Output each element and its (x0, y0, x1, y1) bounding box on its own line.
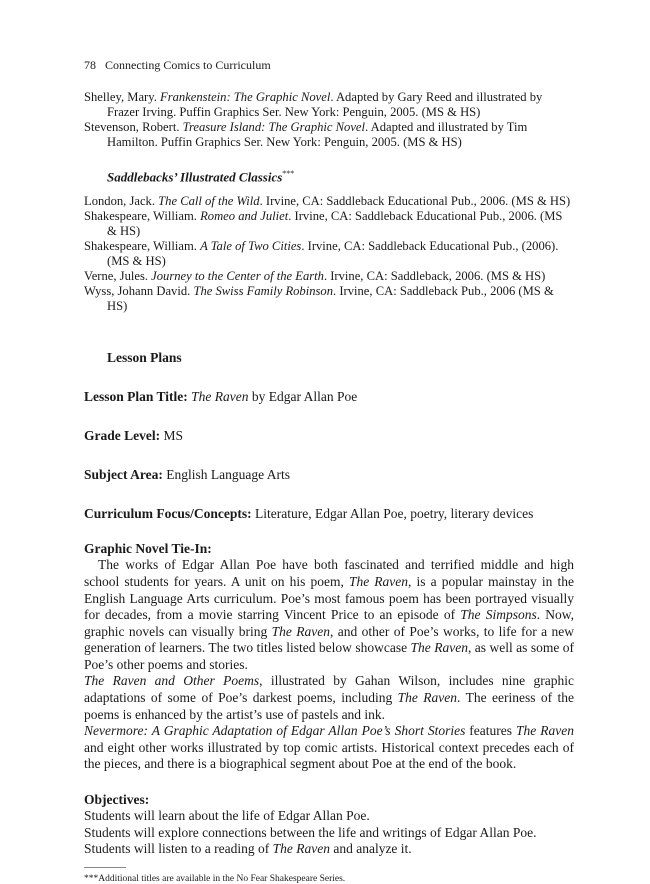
running-head-title: Connecting Comics to Curriculum (105, 58, 271, 72)
field-value: by Edgar Allan Poe (248, 389, 358, 405)
bib-details: . Adapted and illustrated by Tim Hamilton. Puffin Graphics Ser. New York: Penguin, 2005. (MS & HS) (107, 120, 528, 149)
tie-in-paragraph-3 (84, 723, 574, 773)
bib-author: London, Jack. (84, 194, 159, 209)
text-run: Students will listen to a reading of (84, 841, 273, 857)
bib-title: Frankenstein: The Graphic Novel (160, 90, 331, 104)
bib-author: Shelley, Mary. (84, 90, 161, 104)
footnote: ***Additional titles are available in the No Fear Shakespeare Series. (84, 873, 346, 884)
text-run: , is a popular mainstay in the English Language Arts curriculum. Poe’s most famous poem has been portrayed visually for decades, from a movie starring Vincent Price to an episode of (84, 573, 575, 623)
field-label: Lesson Plan Title: (84, 389, 188, 405)
bib-author: Verne, Jules. (84, 269, 152, 284)
text-run: . Now, graphic novels can visually bring (84, 607, 574, 639)
bib-title: The Call of the Wild (158, 194, 260, 209)
text-run: . The eeriness of the poems is enhanced by the artist’s use of pastels and ink. (84, 690, 575, 722)
objective-item: Students will explore connections between the life and writings of Edgar Allan Poe. (84, 824, 537, 840)
tie-in-paragraph-2 (84, 673, 574, 723)
field-value: Literature, Edgar Allan Poe, poetry, literary devices (251, 506, 534, 522)
document-page (84, 58, 574, 884)
bib-title: A Tale of Two Cities (200, 239, 302, 254)
title-run: The Raven (410, 640, 468, 656)
bib-entry (84, 90, 574, 120)
field-label: Subject Area: (84, 467, 163, 483)
bib-details: . Adapted by Gary Reed and illustrated by Frazer Irving. Puffin Graphics Ser. New York: Penguin, 2005. (MS & HS) (107, 90, 543, 119)
text-run: , and other of Poe’s works, to life for a new generation of learners. The two titles listed below showcase (84, 623, 574, 656)
text-run: features (465, 723, 517, 739)
field-value-italic: The Raven (191, 389, 249, 405)
text-run: and analyze it. (329, 841, 412, 857)
field-value: MS (160, 428, 183, 444)
bib-title: Treasure Island: The Graphic Novel (182, 120, 366, 134)
saddleback-heading (107, 169, 574, 185)
title-run: The Raven (272, 841, 330, 857)
bibliography-saddleback (84, 194, 574, 314)
footnote-divider (84, 867, 126, 868)
objectives-heading: Objectives: (84, 792, 150, 808)
bib-author: Shakespeare, William. (84, 209, 201, 224)
curriculum-focus (84, 505, 574, 522)
saddleback-heading-text: Saddlebacks’ Illustrated Classics (107, 169, 283, 185)
objective-item (84, 841, 574, 858)
title-run: The Simpsons (460, 607, 537, 623)
bib-entry (84, 284, 574, 314)
bib-author: Shakespeare, William. (84, 239, 201, 254)
page-number: 78 (84, 58, 96, 72)
lesson-plans-heading: Lesson Plans (107, 350, 182, 366)
bib-details: . Irvine, CA: Saddleback Educational Pub., 2006. (MS & HS) (259, 194, 571, 209)
bib-title: Romeo and Juliet (200, 209, 289, 224)
bib-details: . Irvine, CA: Saddleback Pub., 2006 (MS & HS) (107, 284, 554, 314)
text-run: The works of Edgar Allan Poe have both fascinated and terrified middle and high school students for years. A unit on his poem, (84, 557, 574, 589)
title-run: The Raven (348, 573, 409, 589)
bib-details: . Irvine, CA: Saddleback Educational Pub., (2006). (MS & HS) (107, 239, 559, 269)
text-run: , as well as some of Poe’s other poems and stories. (84, 640, 575, 672)
title-run: The Raven (397, 690, 458, 706)
field-label: Curriculum Focus/Concepts: (84, 506, 252, 522)
grade-level (84, 427, 574, 444)
bib-entry (84, 120, 574, 150)
bib-details: . Irvine, CA: Saddleback, 2006. (MS & HS) (323, 269, 546, 284)
bib-details: . Irvine, CA: Saddleback Educational Pub., 2006. (MS & HS) (107, 209, 563, 239)
title-run: Nevermore: A Graphic Adaptation of Edgar Allan Poe’s Short Stories (84, 723, 466, 739)
subject-area (84, 466, 574, 483)
bib-author: Stevenson, Robert. (84, 120, 183, 134)
bib-title: Journey to the Center of the Earth (151, 269, 324, 284)
bib-entry (84, 209, 574, 239)
running-head (84, 58, 574, 73)
objective-item: Students will learn about the life of Edgar Allan Poe. (84, 808, 370, 824)
footnote-marker: *** (282, 169, 295, 178)
title-run: The Raven (516, 723, 574, 739)
tie-in-paragraph-1 (84, 557, 574, 673)
bib-entry (84, 194, 574, 209)
text-run: and eight other works illustrated by top comic artists. Historical context precedes each of the pieces, and there is a biographical segment about Poe at the end of the book. (84, 739, 574, 772)
tie-in-heading: Graphic Novel Tie-In: (84, 541, 212, 557)
field-label: Grade Level: (84, 428, 161, 444)
bib-entry (84, 239, 574, 269)
title-run: The Raven and Other Poems (84, 673, 260, 689)
bib-entry (84, 269, 574, 284)
bib-author: Wyss, Johann David. (84, 284, 194, 299)
field-value: English Language Arts (162, 467, 290, 483)
lesson-plan-title (84, 388, 574, 405)
bibliography-top (84, 90, 574, 150)
bib-title: The Swiss Family Robinson (193, 284, 334, 299)
text-run: , illustrated by Gahan Wilson, includes nine graphic adaptations of some of Poe’s darkest poems, including (84, 673, 575, 706)
title-run: The Raven (271, 623, 330, 639)
